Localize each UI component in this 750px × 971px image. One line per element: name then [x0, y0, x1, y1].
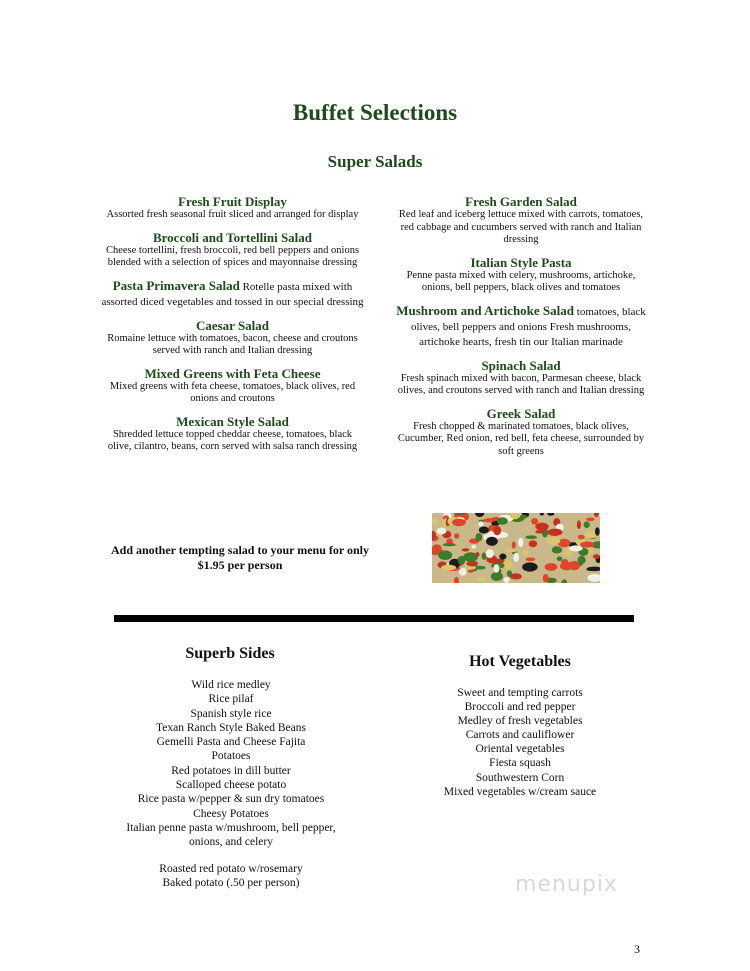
salad-item — [100, 278, 365, 310]
salad-name: Caesar Salad — [195, 317, 270, 333]
section-divider — [114, 615, 634, 622]
side-item: Rice pasta w/pepper & sun dry tomatoes — [137, 793, 325, 806]
salad-item — [392, 358, 650, 398]
side-item: Italian penne pasta w/mushroom, bell pepper, — [126, 821, 336, 834]
side-extra-item: Baked potato (.50 per person) — [162, 877, 300, 890]
vegetables-list — [405, 686, 635, 799]
page-title: Buffet Selections — [292, 100, 458, 125]
vegetable-item: Southwestern Corn — [475, 771, 565, 784]
salads-right-column — [392, 194, 650, 466]
sides-extras — [100, 862, 362, 891]
vegetable-item: Broccoli and red pepper — [464, 701, 576, 714]
side-item: Cheesy Potatoes — [193, 807, 269, 820]
vegetable-item: Carrots and cauliflower — [465, 729, 575, 742]
side-item: Gemelli Pasta and Cheese Fajita — [156, 736, 306, 749]
salad-description: Shredded lettuce topped cheddar cheese, tomatoes, black olive, cilantro, beans, corn served with salsa ranch dressing — [107, 428, 358, 452]
side-item: onions, and celery — [189, 836, 273, 849]
salad-description: Cheese tortellini, fresh broccoli, red bell peppers and onions blended with a selection of spices and mayonnaise dressing — [105, 244, 360, 268]
side-item: Spanish style rice — [190, 707, 272, 720]
salad-item — [100, 366, 365, 406]
salad-name: Mushroom and Artichoke Salad — [396, 302, 575, 318]
salad-item — [100, 194, 365, 222]
salad-description: Penne pasta mixed with celery, mushrooms, artichoke, onions, bell peppers, black olives and tomatoes — [406, 269, 636, 293]
salad-name: Broccoli and Tortellini Salad — [152, 229, 313, 245]
salads-left-column — [100, 194, 365, 462]
vegetable-item: Medley of fresh vegetables — [457, 715, 583, 728]
side-item: Scalloped cheese potato — [175, 779, 287, 792]
salad-description: tomatoes, black olives, bell peppers and onions Fresh mushrooms, artichoke hearts, fresh tin our Italian marinade — [411, 305, 646, 348]
salad-description: Assorted fresh seasonal fruit sliced and arranged for display — [106, 209, 359, 220]
vegetable-item: Mixed vegetables w/cream sauce — [443, 785, 597, 798]
salad-item — [392, 406, 650, 459]
salad-item — [100, 414, 365, 454]
page-number: 3 — [634, 942, 640, 956]
salad-name: Greek Salad — [486, 405, 556, 421]
salad-item — [392, 255, 650, 295]
side-item: Texan Ranch Style Baked Beans — [156, 721, 306, 734]
salad-name: Spinach Salad — [481, 357, 561, 373]
addon-salad-note: Add another tempting salad to your menu for only $1.95 per person — [110, 543, 370, 572]
salad-name: Pasta Primavera Salad — [112, 277, 240, 293]
salad-item — [100, 318, 365, 358]
salad-name: Mixed Greens with Feta Cheese — [144, 365, 321, 381]
watermark-logo: menupix — [515, 872, 618, 897]
salad-name: Italian Style Pasta — [470, 254, 572, 270]
vegetables-title: Hot Vegetables — [469, 653, 571, 670]
salad-description: Rotelle pasta mixed with assorted diced vegetables and tossed in our special dressing — [101, 280, 364, 308]
sides-list — [100, 678, 362, 850]
side-extra-item: Roasted red potato w/rosemary — [159, 863, 303, 875]
salad-photo — [432, 513, 600, 583]
salad-item — [392, 303, 650, 350]
salad-name: Mexican Style Salad — [176, 413, 289, 429]
salad-name: Fresh Garden Salad — [465, 194, 577, 209]
salad-description: Fresh spinach mixed with bacon, Parmesan cheese, black olives, and croutons served with ranch and Italian dressing — [397, 372, 645, 396]
side-item: Rice pilaf — [208, 693, 254, 706]
salad-description: Fresh chopped & marinated tomatoes, black olives, Cucumber, Red onion, red bell, feta cheese, surrounded by soft greens — [397, 420, 645, 457]
side-item: Wild rice medley — [191, 679, 271, 691]
side-item: Red potatoes in dill butter — [171, 764, 291, 777]
salad-item — [100, 230, 365, 270]
salad-description: Romaine lettuce with tomatoes, bacon, cheese and croutons served with ranch and Italian dressing — [107, 332, 358, 356]
vegetable-item: Sweet and tempting carrots — [457, 687, 583, 699]
side-item: Potatoes — [211, 750, 251, 763]
vegetable-item: Fiesta squash — [489, 757, 551, 770]
sides-title: Superb Sides — [185, 645, 275, 662]
vegetable-item: Oriental vegetables — [475, 743, 565, 756]
salad-name: Fresh Fruit Display — [178, 194, 287, 209]
salad-description: Mixed greens with feta cheese, tomatoes, black olives, red onions and croutons — [109, 380, 356, 404]
section-title-super-salads: Super Salads — [327, 152, 423, 171]
salad-item — [392, 194, 650, 247]
salad-description: Red leaf and iceberg lettuce mixed with carrots, tomatoes, red cabbage and cucumbers served with ranch and Italian dressing — [398, 209, 644, 245]
